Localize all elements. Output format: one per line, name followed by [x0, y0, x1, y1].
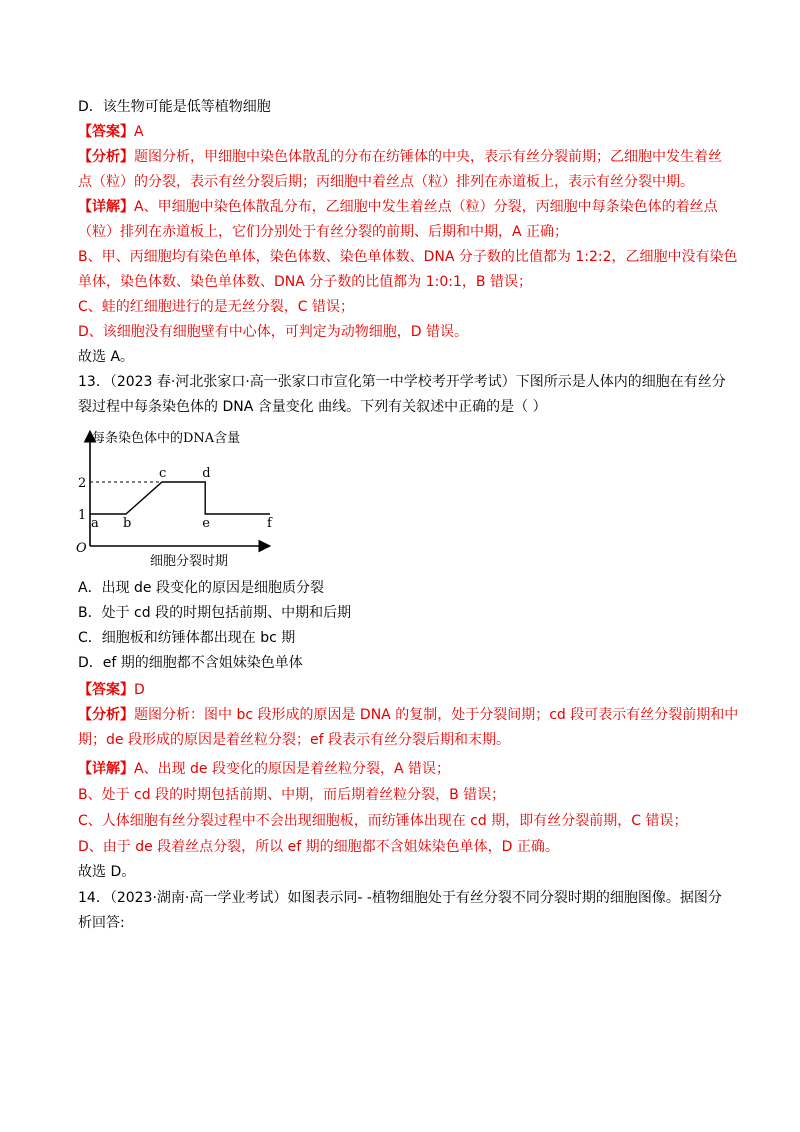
- text-line: [78, 680, 145, 700]
- section-tag: 【详解】: [78, 199, 134, 215]
- point-label-d: d: [202, 466, 211, 481]
- line-text: 点（粒）的分裂，表示有丝分裂后期；丙细胞中着丝点（粒）排列在赤道板上，表示有丝分裂中期。: [78, 174, 694, 190]
- series-line: [90, 482, 270, 514]
- line-text: D．ef 期的细胞都不含姐妹染色单体: [78, 655, 303, 671]
- line-text: 14．（2023·湖南·高一学业考试）如图表示同- -植物细胞处于有丝分裂不同分裂时期的细胞图像。据图分: [78, 890, 722, 906]
- text-line: [78, 888, 722, 908]
- line-text: 单体，染色体数、染色单体数、DNA 分子数的比值都为 1:0:1，B 错误；: [78, 274, 532, 290]
- line-text: B、甲、丙细胞均有染色单体，染色体数、染色单体数、DNA 分子数的比值都为 1:2:2，乙细胞中没有染色: [78, 249, 738, 265]
- line-text: 故选 D。: [78, 864, 136, 880]
- y-tick-label: 1: [78, 508, 87, 523]
- section-tag: 【分析】: [78, 707, 134, 723]
- line-text: 裂过程中每条染色体的 DNA 含量变化 曲线。下列有关叙述中正确的是（ ）: [78, 399, 547, 415]
- section-tag: 【答案】: [78, 124, 134, 140]
- text-line: [78, 578, 324, 598]
- text-line: [78, 122, 144, 142]
- line-text: B．处于 cd 段的时期包括前期、中期和后期: [78, 605, 352, 621]
- text-line: [78, 222, 568, 242]
- text-line: [78, 862, 135, 882]
- y-axis-title: 每条染色体中的DNA含量: [92, 431, 241, 446]
- text-line: [78, 97, 271, 117]
- point-label-e: e: [202, 516, 210, 531]
- text-line: [78, 785, 505, 805]
- line-text: 13．（2023 春·河北张家口·高一张家口市宣化第一中学校考开学考试）下图所示是人体内的细胞在有丝分: [78, 374, 726, 390]
- text-line: [78, 322, 468, 342]
- text-line: [78, 397, 547, 417]
- text-line: [78, 372, 726, 392]
- origin-label: O: [76, 541, 87, 556]
- text-line: [78, 272, 532, 292]
- text-line: [78, 913, 125, 933]
- line-text: B、处于 cd 段的时期包括前期、中期，而后期着丝粒分裂，B 错误；: [78, 787, 506, 803]
- text-line: [78, 759, 450, 779]
- line-text: C、人体细胞有丝分裂过程中不会出现细胞板，而纺锤体出现在 cd 期，即有丝分裂前期，C 错误；: [78, 813, 688, 829]
- line-text: D: [134, 682, 145, 698]
- line-text: A．出现 de 段变化的原因是细胞质分裂: [78, 580, 324, 596]
- line-text: A、出现 de 段变化的原因是着丝粒分裂，A 错误；: [134, 761, 451, 777]
- dna-content-chart: [70, 425, 280, 570]
- text-line: [78, 603, 351, 623]
- line-text: 故选 A。: [78, 349, 135, 365]
- text-line: [78, 347, 134, 367]
- line-text: C．细胞板和纺锤体都出现在 bc 期: [78, 630, 296, 646]
- text-line: [78, 197, 718, 217]
- text-line: [78, 172, 694, 192]
- text-line: [78, 628, 295, 648]
- text-line: [78, 811, 687, 831]
- text-line: [78, 730, 510, 750]
- line-text: D、由于 de 段着丝点分裂，所以 ef 期的细胞都不含姐妹染色单体，D 正确。: [78, 839, 559, 855]
- line-text: A: [134, 124, 144, 140]
- section-tag: 【分析】: [78, 149, 134, 165]
- line-text: D、该细胞没有细胞壁有中心体，可判定为动物细胞，D 错误。: [78, 324, 469, 340]
- line-text: 题图分析，甲细胞中染色体散乱的分布在纺锤体的中央，表示有丝分裂前期；乙细胞中发生着丝: [134, 149, 722, 165]
- point-label-a: a: [91, 516, 99, 531]
- section-tag: 【答案】: [78, 682, 134, 698]
- line-text: D．该生物可能是低等植物细胞: [78, 99, 271, 115]
- point-label-f: f: [267, 516, 272, 531]
- line-text: C、蛙的红细胞进行的是无丝分裂，C 错误；: [78, 299, 354, 315]
- line-text: 期；de 段形成的原因是着丝粒分裂；ef 段表示有丝分裂后期和末期。: [78, 732, 510, 748]
- point-label-c: c: [159, 466, 167, 481]
- y-tick-label: 2: [78, 476, 87, 491]
- section-tag: 【详解】: [78, 761, 134, 777]
- line-text: A、甲细胞中染色体散乱分布，乙细胞中发生着丝点（粒）分裂，丙细胞中每条染色体的着丝点: [134, 199, 718, 215]
- line-text: 析回答:: [78, 915, 125, 931]
- text-line: [78, 653, 303, 673]
- text-line: [78, 837, 559, 857]
- text-line: [78, 705, 738, 725]
- text-line: [78, 247, 738, 267]
- x-axis-title: 细胞分裂时期: [150, 554, 229, 569]
- line-text: 题图分析：图中 bc 段形成的原因是 DNA 的复制，处于分裂间期；cd 段可表示有丝分裂前期和中: [134, 707, 739, 723]
- text-line: [78, 297, 354, 317]
- point-label-b: b: [123, 516, 132, 531]
- line-text: （粒）排列在赤道板上，它们分别处于有丝分裂的前期、后期和中期，A 正确；: [78, 224, 569, 240]
- text-line: [78, 147, 722, 167]
